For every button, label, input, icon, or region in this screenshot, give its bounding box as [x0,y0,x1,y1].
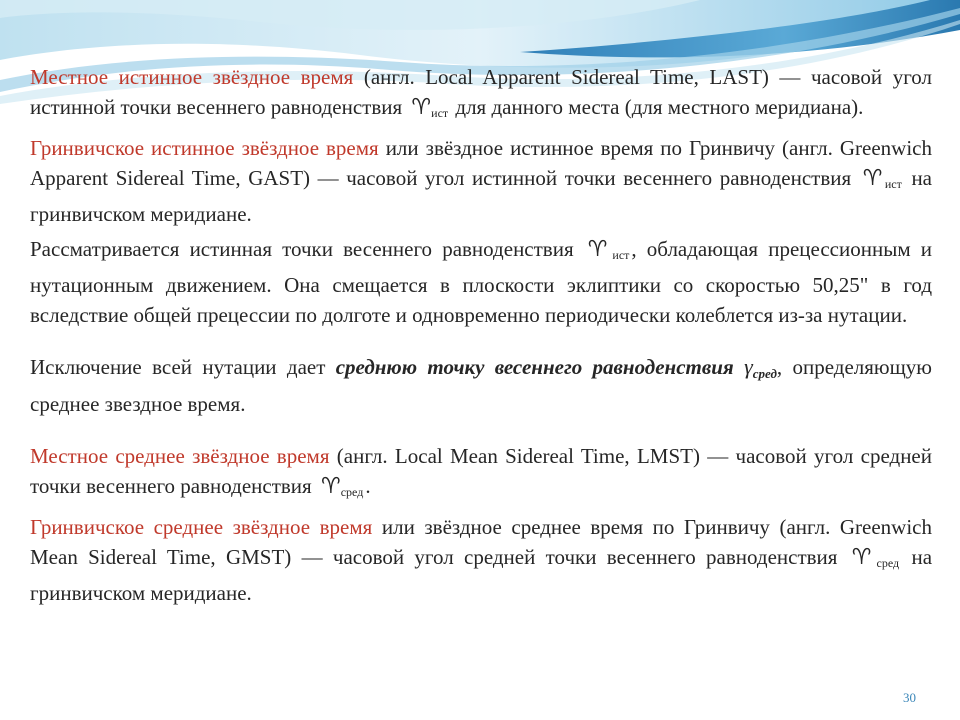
p3-text1: Рассматривается истинная точки весеннего равноденствия [30,237,574,261]
p4-text1: Исключение всей нутации дает [30,355,336,379]
gamma-symbol: γ [744,354,753,379]
paragraph-last [30,62,932,128]
p6-text2: на гринвичском меридиане. [30,545,933,605]
aries-icon: ♈ [411,95,432,120]
p5-sub: сред [340,485,364,499]
p1-sub: ист [431,106,449,120]
p6-sub: сред [876,556,900,570]
p5-text1: (англ. Local Mean Sidereal Time, LMST) — часовой угол средней точки весеннего равноденствия [30,444,932,498]
p2-text2: на гринвичском меридиане. [30,166,933,226]
p3-text2: , обладающая прецессионным и нутационным движением. Она смещается в плоскости эклиптики со скоростью 50,25" в год вследствие общей прецессии по долготе и одновременно периодически колеблется из-за нутации. [30,237,932,327]
term-last: Местное истинное звёздное время [30,65,354,89]
term-lmst: Местное среднее звёздное время [30,444,330,468]
paragraph-true-point [30,234,932,330]
p6-text1: или звёздное среднее время по Гринвичу (англ. Greenwich Mean Sidereal Time, GMST) — часовой угол средней точки весеннего равноденствия [30,515,933,569]
aries-icon: ♈ [851,545,877,570]
term-gast: Гринвичское истинное звёздное время [30,136,379,160]
p4-text2: , определяющую среднее звездное время. [30,355,932,416]
p4-sub: сред [752,366,777,381]
page-number: 30 [903,690,916,705]
paragraph-gast [30,133,932,229]
aries-icon: ♈ [587,237,613,262]
mean-point-emphasis: среднюю точку весеннего равноденствия [335,355,734,379]
p1-text1: (англ. Local Apparent Sidereal Time, LAST) — часовой угол истинной точки весеннего равноденствия [30,65,932,119]
paragraph-mean-point [30,352,932,419]
p2-sub: ист [884,177,902,191]
p3-sub: ист [612,248,630,262]
slide-body [30,62,932,613]
paragraph-gmst [30,512,932,608]
p2-text1: или звёздное истинное время по Гринвичу (англ. Greenwich Apparent Sidereal Time, GAST) — часовой угол истинной точки весеннего равноденствия [30,136,932,190]
aries-icon: ♈ [862,166,885,191]
aries-icon: ♈ [320,474,341,499]
p1-text2: для данного места (для местного меридиана). [450,95,864,119]
paragraph-lmst [30,441,932,507]
term-gmst: Гринвичское среднее звёздное время [30,515,373,539]
p5-text2: . [365,474,371,498]
